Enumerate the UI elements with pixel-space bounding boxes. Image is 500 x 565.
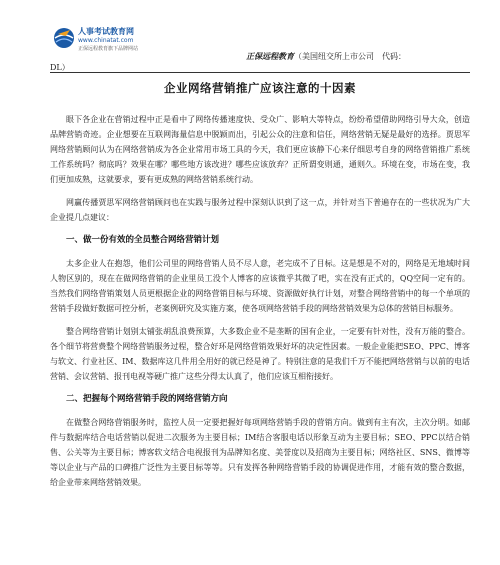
site-logo[interactable] — [50, 22, 150, 62]
company-code: DL） — [50, 63, 70, 72]
section-2-paragraph-1: 在做整合网络营销服务时，监控人员一定要把握好每项网络营销手段的营销方向。做到有主有次，主次分明。如邮件与数据库结合电话营销以促进二次服务为主要目标；IM结合客服电话以形象互动为主要目标；SEO、PPC以结合销售、公关等为主要目标；博客软文结合电视报刊为品牌知名度、美誉度以及招商为主要目标；网络社区、SNS、微博等等以企业与产品的口碑推广泛性为主要目标等等。只有发挥各种网络营销手段的协调促进作用，才能有效的整合数据，给企业带来网络营销效果。 — [50, 418, 470, 487]
globe-logo-icon — [52, 26, 76, 50]
article-body — [50, 112, 470, 490]
article-title: 企业网络营销推广应该注意的十因素 — [164, 81, 356, 95]
company-listing: （美国纽交所上市公司 代码： — [294, 52, 406, 61]
logo-url: www.chinatat.com — [78, 37, 134, 44]
company-info — [246, 51, 406, 62]
section-1-paragraph-2: 整合网络营销计划别太铺张胡乱浪费预算，大多数企业不是垄断的国有企业，一定要有针对性，没有万能的整合。各个细节将营费整个网络营销服务过程，整合好环是网络营销效果好坏的决定性因素。一般企业能把SEO、PPC、博客与软文、行业社区、IM、数据库这几件用全用好的就已经是神了。特别注意的是我们千万不能把网络营销与以前的电话营销、会议营销、报刊电视等硬广推广这些分得太认真了，他们应该互相衔接好。 — [50, 327, 470, 381]
logo-title: 人事考试教育网 — [78, 27, 134, 36]
header-divider — [50, 72, 470, 73]
section-1-heading: 一、做一份有效的全员整合网络营销计划 — [66, 235, 220, 245]
intro-paragraph-1: 眼下各企业在营销过程中正是看中了网络传播速度快、受众广、影响大等特点，纷纷希望借助网络引导大众，创造品牌营销奇迹。企业想要在互联网海量信息中脱颖而出，引起公众的注意和信任，网络营销无疑是最好的选择。贾思军网络营销顾问认为在网络营销成为各企业常用市场工具的今天，我们更应该静下心来仔细思考自身的网络营销推广系统工作系统吗？彻底吗？效果在哪？哪些地方该改进？哪些应该放弃？正所谓变则通，通则久。环境在变，市场在变，我们更加成熟，这就要求，要有更成熟的网络营销系统行动。 — [50, 115, 470, 184]
section-1-paragraph-1: 太多企业人在抱怨，他们公司里的网络营销人员不尽人意，老完成不了目标。这是想是不对的，网络是无地域时间人物区别的，现在在做网络营销的企业里员工没个人博客的应该微乎其微了吧，实在没有正式的，QQ空间一定有的。当然我们网络营销策划人员更根据企业的网络营销目标与环境、资源做好执行计划，对整合网络营销中的每一个单项的营销手段做好数据可控分析，老案例研究及实施方案，使各项网络营销手段的网络营销效果为总体的营销目标服务。 — [50, 259, 470, 313]
company-brand: 正保远程教育 — [246, 51, 294, 61]
section-2-heading: 二、把握每个网络营销手段的网络营销方向 — [66, 394, 228, 404]
logo-tagline: 正保远程教育旗下品牌网站 — [78, 46, 139, 52]
intro-paragraph-2: 网赢传播贾思军网络营销顾问也在实践与服务过程中深刻认识到了这一点，并针对当下普遍存在的一些状况为广大企业提几点建议： — [50, 198, 470, 222]
page-header — [50, 22, 470, 72]
